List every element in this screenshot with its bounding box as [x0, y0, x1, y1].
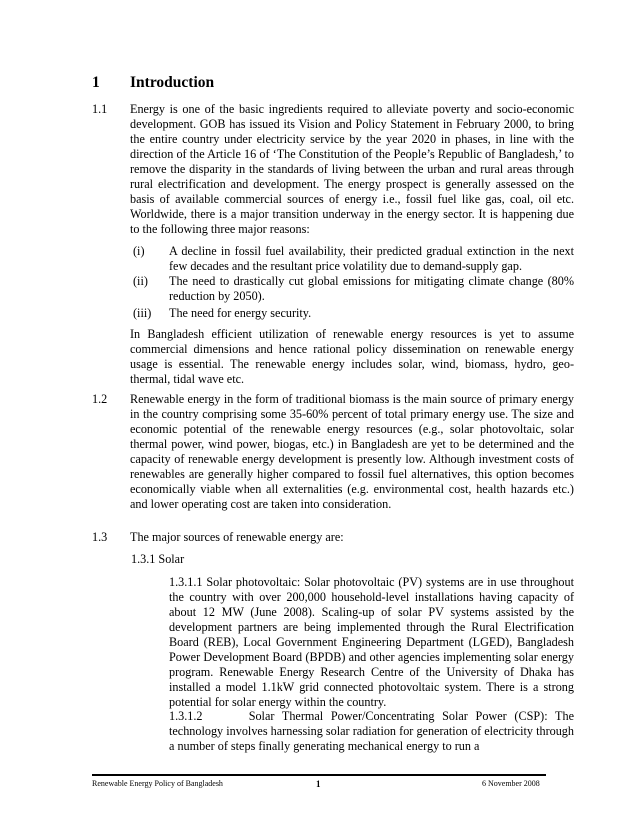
reason-number: (i)	[133, 244, 145, 258]
section-1-2-paragraph: Renewable energy in the form of traditional biomass is the main source of primary energy in the country comprising some 35-60% percent of total primary energy use. The size and economic potential of the renewable energy resources (e.g., solar photovoltaic, solar thermal power, wind power, biogas, etc.) in Bangladesh are yet to be determined and the capacity of renewable energy development is presently low. Although investment costs of renewables are generally higher compared to fossil fuel alternatives, this option becomes economically viable when all externalities (e.g. environmental cost, health hazards etc.) and lower operating cost are taken into consideration.	[130, 392, 574, 511]
section-number-1-1: 1.1	[92, 102, 108, 116]
reason-number: (iii)	[133, 306, 152, 320]
heading-number: 1	[92, 74, 100, 91]
section-heading	[92, 74, 214, 92]
section-1-1-paragraph: Energy is one of the basic ingredients required to alleviate poverty and socio-economic development. GOB has issued its Vision and Policy Statement in February 2000, to bring the entire country under electricity service by the year 2020 in phases, in line with the direction of the Article 16 of ‘The Constitution of the People’s Republic of Bangladesh,’ to remove the disparity in the standards of living between the urban and rural areas through rural electrification and development. The energy prospect is generally assessed on the basis of available commercial sources of energy i.e., fossil fuel like gas, coal, oil etc. Worldwide, there is a major transition underway in the energy sector. It is happening due to the following three major reasons:	[130, 102, 574, 236]
heading-title: Introduction	[130, 74, 215, 91]
page-number: 1	[316, 779, 321, 789]
section-number-1-3: 1.3	[92, 530, 108, 544]
subsection-heading: 1.3.1 Solar	[131, 552, 185, 566]
section-number-1-2: 1.2	[92, 392, 108, 406]
footer-divider	[92, 774, 546, 776]
subsection-paragraph: 1.3.1.1 Solar photovoltaic: Solar photovoltaic (PV) systems are in use throughout the country with over 200,000 household-level installations having capacity of about 12 MW (June 2008). Scaling-up of solar PV systems assisted by the development partners are being implemented through the Rural Electrification Board (REB), Local Government Engineering Department (LGED), Bangladesh Power Development Board (BPDB) and other agencies implementing solar energy program. Renewable Energy Research Centre of the University of Dhaka has installed a model 1.1kW grid connected photovoltaic system. There is a strong potential for solar energy within the country.	[169, 575, 574, 709]
section-1-1-paragraph-2: In Bangladesh efficient utilization of renewable energy resources is yet to assume commercial dimensions and hence rational policy dissemination on renewable energy usage is essential. The renewable energy includes solar, wind, biomass, hydro, geo-thermal, tidal wave etc.	[130, 327, 574, 386]
footer-title: Renewable Energy Policy of Bangladesh	[92, 779, 223, 788]
footer-date: 6 November 2008	[482, 779, 540, 788]
subsection-paragraph: 1.3.1.2 Solar Thermal Power/Concentrating Solar Power (CSP): The technology involves harnessing solar radiation for generation of electricity through a number of steps finally generating mechanical energy to run a	[169, 709, 578, 753]
section-1-3-text: The major sources of renewable energy are:	[130, 530, 344, 544]
reason-text: The need for energy security.	[169, 306, 312, 320]
reason-number: (ii)	[133, 274, 148, 288]
reason-text: The need to drastically cut global emissions for mitigating climate change (80% reduction by 2050).	[169, 274, 574, 303]
reason-text: A decline in fossil fuel availability, their predicted gradual extinction in the next few decades and the resultant price volatility due to demand-supply gap.	[169, 244, 574, 273]
